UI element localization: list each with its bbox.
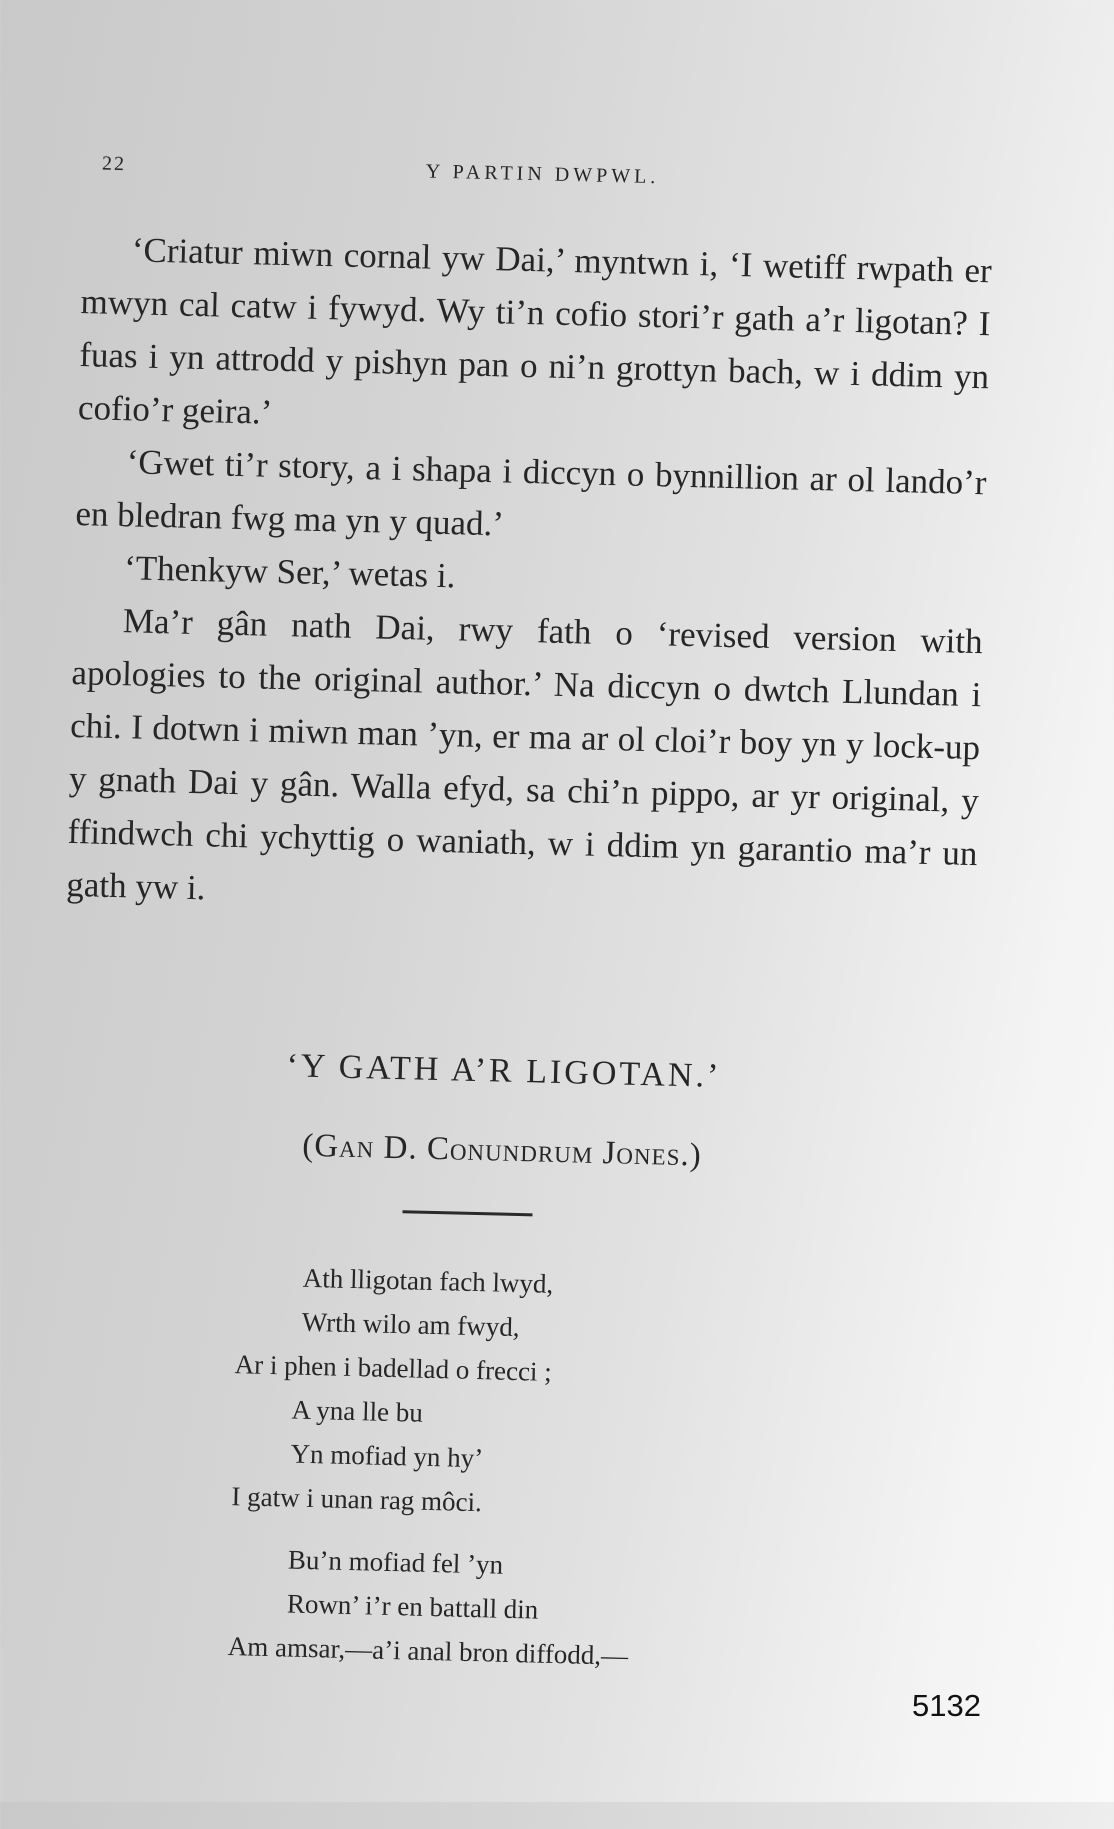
- folio-number: 5132: [912, 1688, 981, 1723]
- poem-stanza: [231, 1254, 837, 1533]
- paragraph: ‘Gwet ti’r story, a i shapa i diccyn o bynnillion ar ol lando’r en bledran fwg ma yn y quad.’: [75, 442, 987, 544]
- verse-line: A yna lle bu: [291, 1394, 424, 1428]
- page-header: [96, 152, 996, 204]
- paragraph: ‘Thenkyw Ser,’ wetas i.: [123, 548, 456, 596]
- body-text: [66, 222, 993, 933]
- verse-line: Ath lligotan fach lwyd,: [302, 1262, 554, 1299]
- verse-line: Bu’n mofiad fel ’yn: [287, 1544, 504, 1580]
- page-number: 22: [101, 152, 127, 176]
- divider-rule: [402, 1210, 532, 1216]
- verse-line: Yn mofiad yn hy’: [290, 1438, 484, 1474]
- verse-line: Wrth wilo am fwyd,: [301, 1306, 520, 1343]
- poem-title: ‘Y GATH A’R LIGOTAN.’: [286, 1047, 722, 1095]
- poem-stanza: [227, 1536, 830, 1683]
- verse-line: I gatw i unan rag môci.: [231, 1481, 483, 1518]
- verse-line: Ar i phen i badellad o frecci ;: [234, 1349, 553, 1387]
- verse-line: Rown’ i’r en battall din: [286, 1588, 539, 1625]
- running-head: Y PARTIN DWPWL.: [425, 160, 660, 189]
- verse-line: Am amsar,—a’i anal bron diffodd,—: [227, 1631, 629, 1671]
- poem-author: (Gan D. Conundrum Jones.): [301, 1127, 703, 1174]
- paragraph: ‘Criatur miwn cornal yw Dai,’ myntwn i, ‘I wetiff rwpath er mwyn cal catw i fywyd. Wy ti’n cofio stori’r gath a’r ligotan? I fuas i yn attrodd y pishyn pan o ni’n grottyn bach, w i ddim yn cofio’r geira.’: [77, 230, 993, 432]
- paragraph: Ma’r gân nath Dai, rwy fath o ‘revised version with apologies to the original author.’ Na diccyn o dwtch Llundan i chi. I dotwn i miwn man ’yn, er ma ar ol cloi’r boy yn y lock-up y gnath Dai y gân. Walla efyd, sa chi’n pippo, ar yr original, y ffindwch chi ychyttig o waniath, w i ddim yn garantio ma’r un gath yw i.: [65, 601, 984, 908]
